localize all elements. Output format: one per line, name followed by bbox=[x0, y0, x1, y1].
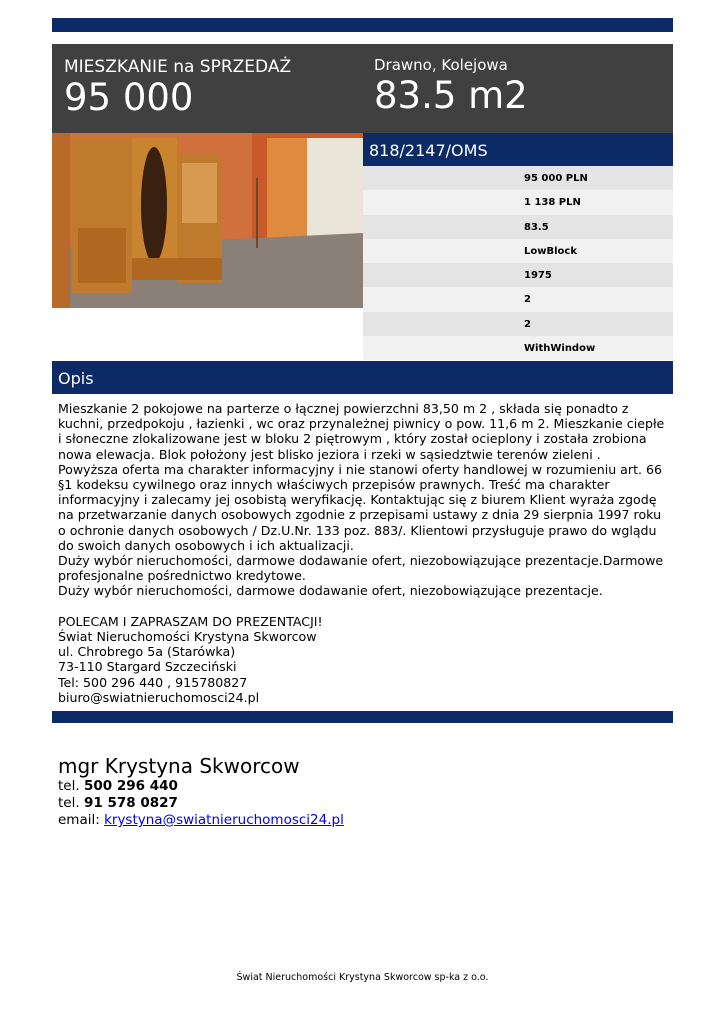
offer-area: 83.5 m2 bbox=[374, 74, 528, 117]
description-header: Opis bbox=[52, 361, 673, 394]
reference-number: 818/2147/OMS bbox=[363, 133, 673, 166]
agent-name: mgr Krystyna Skworcow bbox=[58, 754, 300, 778]
agent-phone-1: 500 296 440 bbox=[83, 778, 178, 794]
detail-year: 1975 bbox=[363, 263, 673, 287]
offer-type: MIESZKANIE na SPRZEDAŻ bbox=[64, 57, 292, 77]
detail-rooms: 2 bbox=[363, 287, 673, 311]
agent-contact bbox=[58, 754, 344, 829]
description-text: Mieszkanie 2 pokojowe na parterze o łącznej powierzchni 83,50 m 2 , składa się ponadto z kuchni, przedpokoju , łazienki , wc oraz przynależnej piwnicy o pow. 11,6 m 2. Mieszkanie ciepłe i słoneczne zlokalizowane jest w bloku 2 piętrowym , który został ocieplony i została zrobiona nowa elewacja. Blok położony jest blisko jeziora i rzeki w sąsiedztwie terenów zieleni . Powyższa oferta ma charakter informacyjny i nie stanowi oferty handlowej w rozumieniu art. 66 §1 kodeksu cywilnego oraz innych właściwych przepisów prawnych. Treść ma charakter informacyjny i zalecamy jej osobistą weryfikację. Kontaktując się z biurem Klient wyraża zgodę na przetwarzanie danych osobowych zgodnie z przepisami ustawy z dnia 29 sierpnia 1997 roku o ochronie danych osobowych / Dz.U.Nr. 133 poz. 883/. Klientowi przysługuje prawo do wglądu do swoich danych osobowych i ich aktualizacji. Duży wybór nieruchomości, darmowe dodawanie ofert, niezobowiązujące prezentacje.Darmowe profesjonalne pośrednictwo kredytowe. Duży wybór nieruchomości, darmowe dodawanie ofert, niezobowiązujące prezentacje. POLECAM I ZAPRASZAM DO PREZENTACJI! Świat Nieruchomości Krystyna Skworcow ul. Chrobrego 5a (Starówka) 73-110 Stargard Szczeciński Tel: 500 296 440 , 915780827 biuro@swiatnieruchomosci24.pl bbox=[58, 401, 665, 705]
detail-area: 83.5 bbox=[363, 215, 673, 239]
detail-building-type: LowBlock bbox=[363, 239, 673, 263]
bottom-bar bbox=[52, 711, 673, 723]
agent-phone-line-2 bbox=[58, 795, 344, 812]
detail-price: 95 000 PLN bbox=[363, 166, 673, 190]
agent-email-line bbox=[58, 812, 344, 829]
footer-text: Świat Nieruchomości Krystyna Skworcow sp-ka z o.o. bbox=[236, 972, 489, 983]
offer-location: Drawno, Kolejowa bbox=[374, 56, 508, 74]
detail-price-per-m2: 1 138 PLN bbox=[363, 190, 673, 214]
detail-kitchen: WithWindow bbox=[363, 336, 673, 360]
detail-floors: 2 bbox=[363, 312, 673, 336]
top-bar bbox=[52, 18, 673, 32]
offer-header bbox=[52, 44, 673, 133]
tel-label: tel. bbox=[58, 778, 80, 794]
property-photo-image bbox=[52, 133, 363, 308]
offer-price: 95 000 bbox=[64, 76, 194, 119]
agent-email-link[interactable]: krystyna@swiatnieruchomosci24.pl bbox=[104, 812, 344, 828]
tel-label: tel. bbox=[58, 795, 80, 811]
agent-phone-2: 91 578 0827 bbox=[83, 795, 178, 811]
email-label: email: bbox=[58, 812, 100, 828]
agent-phone-line-1 bbox=[58, 778, 344, 795]
property-photo bbox=[52, 133, 363, 308]
details-table bbox=[363, 166, 673, 360]
